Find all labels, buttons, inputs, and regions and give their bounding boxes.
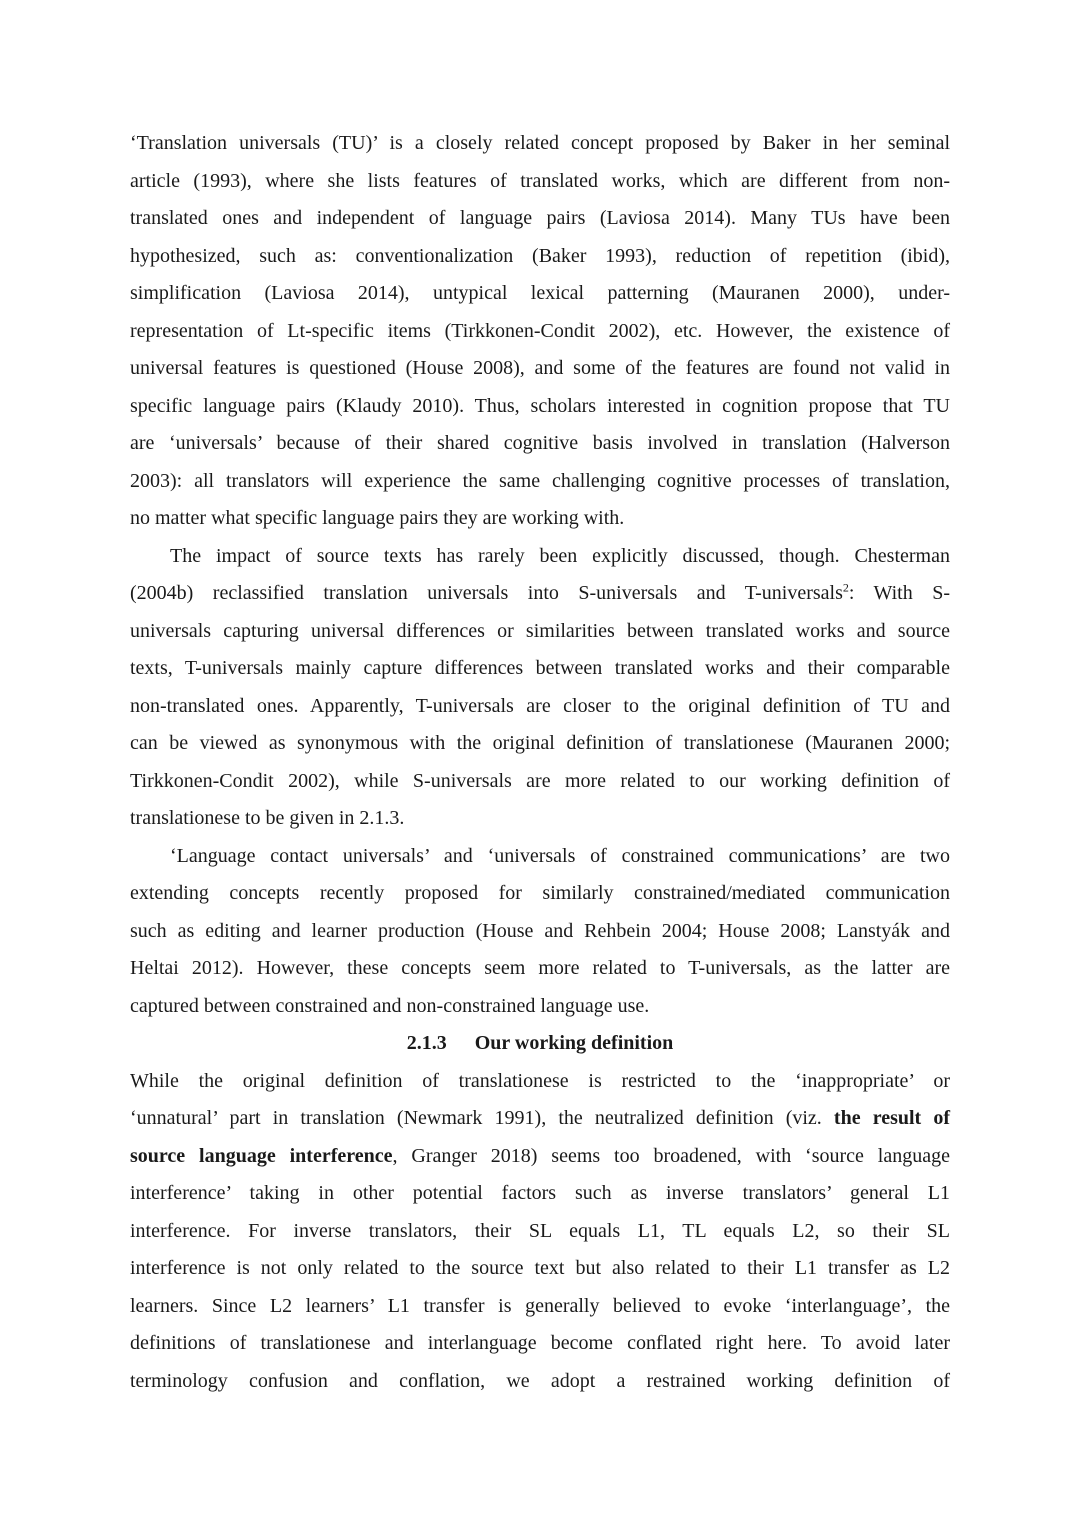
text-line bbox=[130, 763, 950, 801]
text-line bbox=[130, 1250, 950, 1288]
text-line bbox=[130, 688, 950, 726]
text-line bbox=[130, 275, 950, 313]
text-line bbox=[130, 800, 950, 838]
text-line bbox=[130, 313, 950, 351]
text-line bbox=[130, 650, 950, 688]
text-segment: are ‘universals’ because of their shared cognitive basis involved in translation (Halverson bbox=[130, 432, 950, 454]
text-line bbox=[130, 388, 950, 426]
text-segment: ‘Language contact universals’ and ‘universals of constrained communications’ are two bbox=[170, 844, 950, 867]
text-line bbox=[130, 163, 950, 201]
text-segment: 2003): all translators will experience the same challenging cognitive processes of translation, bbox=[130, 469, 950, 492]
section-title: Our working definition bbox=[474, 1032, 674, 1054]
text-line bbox=[130, 575, 950, 613]
text-segment: representation of Lt-specific items (Tirkkonen-Condit 2002), etc. However, the existence of bbox=[130, 319, 950, 342]
text-segment: , Granger 2018) seems too broadened, with ‘source language bbox=[392, 1144, 950, 1167]
bold-text: the result of bbox=[833, 1107, 950, 1129]
text-line bbox=[130, 463, 950, 501]
text-segment: such as editing and learner production (House and Rehbein 2004; House 2008; Lanstyák and bbox=[130, 919, 950, 942]
text-segment: ‘Translation universals (TU)’ is a closely related concept proposed by Baker in her seminal bbox=[130, 132, 950, 154]
text-segment: : With S- bbox=[848, 582, 950, 604]
text-line bbox=[130, 1100, 950, 1138]
text-line bbox=[130, 350, 950, 388]
text-segment: While the original definition of translationese is restricted to the ‘inappropriate’ or bbox=[130, 1069, 950, 1092]
paragraph bbox=[130, 125, 950, 538]
text-segment: interference. For inverse translators, their SL equals L1, TL equals L2, so their SL bbox=[130, 1219, 950, 1242]
text-segment: texts, T-universals mainly capture differences between translated works and their comparable bbox=[130, 657, 950, 679]
text-line bbox=[130, 1288, 950, 1326]
text-segment: simplification (Laviosa 2014), untypical lexical patterning (Mauranen 2000), under- bbox=[130, 282, 950, 304]
text-segment: terminology confusion and conflation, we adopt a restrained working definition of bbox=[130, 1369, 950, 1392]
text-line bbox=[130, 988, 950, 1026]
text-segment: universal features is questioned (House 2008), and some of the features are found not valid in bbox=[130, 357, 950, 379]
text-line bbox=[130, 425, 950, 463]
paragraph bbox=[130, 838, 950, 1026]
text-line bbox=[130, 200, 950, 238]
text-segment: no matter what specific language pairs they are working with. bbox=[130, 507, 625, 529]
text-line bbox=[130, 238, 950, 276]
text-segment: Heltai 2012). However, these concepts seem more related to T-universals, as the latter are bbox=[130, 957, 950, 979]
text-line bbox=[130, 913, 950, 951]
text-line bbox=[130, 1325, 950, 1363]
body-text-before-heading bbox=[130, 125, 950, 1025]
text-segment: ‘unnatural’ part in translation (Newmark 1991), the neutralized definition (viz. bbox=[130, 1107, 834, 1129]
text-line bbox=[130, 500, 950, 538]
text-segment: The impact of source texts has rarely been explicitly discussed, though. Chesterman bbox=[170, 544, 950, 567]
text-segment: interference is not only related to the source text but also related to their L1 transfer as L2 bbox=[130, 1257, 950, 1279]
text-line bbox=[130, 538, 950, 576]
text-segment: (2004b) reclassified translation universals into S-universals and T-universals bbox=[130, 582, 843, 604]
paragraph bbox=[130, 538, 950, 838]
text-line bbox=[130, 838, 950, 876]
text-segment: interference’ taking in other potential factors such as inverse translators’ general L1 bbox=[130, 1182, 950, 1204]
text-segment: universals capturing universal differences or similarities between translated works and source bbox=[130, 619, 950, 642]
section-number: 2.1.3 bbox=[406, 1032, 447, 1054]
text-line bbox=[130, 1363, 950, 1401]
text-segment: can be viewed as synonymous with the original definition of translationese (Mauranen 2000; bbox=[130, 732, 950, 754]
text-segment: hypothesized, such as: conventionalization (Baker 1993), reduction of repetition (ibid), bbox=[130, 244, 950, 267]
text-segment: article (1993), where she lists features of translated works, which are different from non- bbox=[130, 169, 950, 192]
section-heading bbox=[130, 1025, 950, 1063]
document-page bbox=[130, 125, 950, 1400]
text-line bbox=[130, 950, 950, 988]
text-line bbox=[130, 875, 950, 913]
bold-text: source language interference bbox=[130, 1144, 393, 1167]
text-segment: translationese to be given in 2.1.3. bbox=[130, 807, 405, 829]
text-segment: definitions of translationese and interlanguage become conflated right here. To avoid later bbox=[130, 1332, 950, 1354]
text-segment: specific language pairs (Klaudy 2010). Thus, scholars interested in cognition propose that TU bbox=[130, 394, 950, 417]
footnote-marker: 2 bbox=[842, 580, 849, 595]
text-segment: extending concepts recently proposed for similarly constrained/mediated communication bbox=[130, 882, 950, 904]
text-line bbox=[130, 1138, 950, 1176]
paragraph bbox=[130, 1063, 950, 1401]
text-segment: learners. Since L2 learners’ L1 transfer is generally believed to evoke ‘interlanguage’, the bbox=[130, 1294, 950, 1317]
body-text-after-heading bbox=[130, 1063, 950, 1401]
text-segment: translated ones and independent of language pairs (Laviosa 2014). Many TUs have been bbox=[130, 207, 950, 229]
text-line bbox=[130, 1213, 950, 1251]
text-line bbox=[130, 125, 950, 163]
text-line bbox=[130, 1175, 950, 1213]
text-line bbox=[130, 613, 950, 651]
text-segment: Tirkkonen-Condit 2002), while S-universals are more related to our working definition of bbox=[130, 769, 950, 792]
text-segment: captured between constrained and non-constrained language use. bbox=[130, 994, 650, 1017]
text-segment: non-translated ones. Apparently, T-universals are closer to the original definition of TU and bbox=[130, 694, 950, 717]
text-line bbox=[130, 725, 950, 763]
text-line bbox=[130, 1063, 950, 1101]
